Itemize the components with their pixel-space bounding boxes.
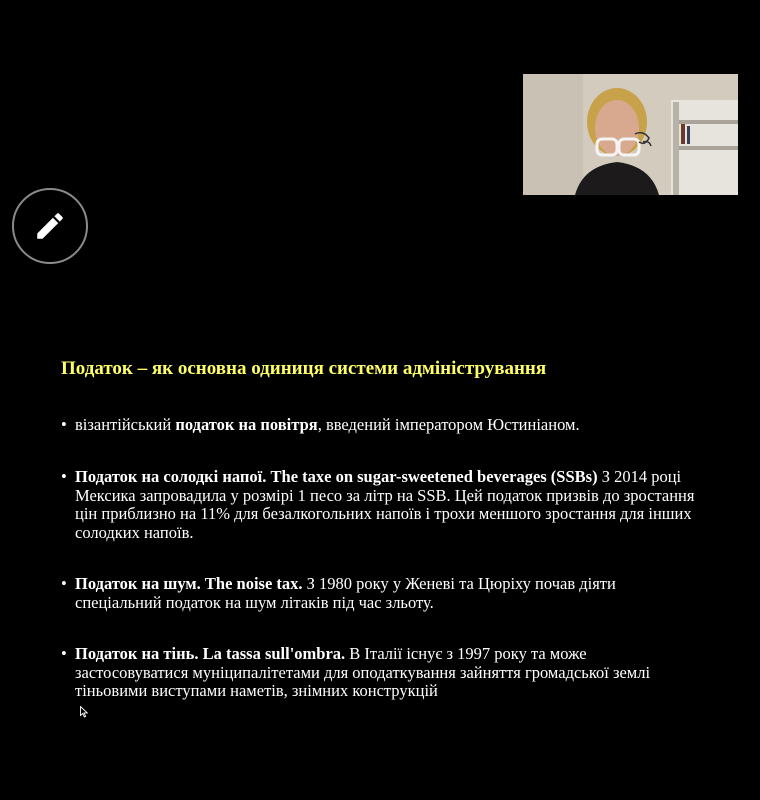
bullet-dot: • [61,574,67,593]
bullet-bold-text: Податок на тінь. La tassa sull'ombra. [75,644,346,663]
bullet-text: візантійський [75,415,176,434]
bullet-item [61,416,701,435]
slide-title: Податок – як основна одиниця системи адміністрування [61,358,547,379]
bullet-text: В Італії існує з 1997 року та може застосовуватися муніципалітетами для оподаткування зайняття громадської землі тіньовими виступами наметів, знімних конструкцій [75,644,651,700]
bullet-item [61,645,701,701]
bullet-dot: • [61,467,67,486]
bullet-bold-text: податок на повітря [175,415,318,434]
participant-video-image [523,74,738,195]
participant-video-tile[interactable] [523,74,738,195]
bullet-bold-text: Податок на шум. The noise tax. [75,574,303,593]
bullet-bold-text: Податок на солодкі напої. The taxe on sugar-sweetened beverages (SSBs) [75,467,598,486]
mouse-pointer-icon [80,706,88,718]
edit-annotate-button[interactable] [12,188,88,264]
bullet-text: З 2014 році Мексика запровадила у розмірі 1 песо за літр на SSB. Цей податок призвів до зростання цін приблизно на 11% для безалкогольних напоїв і трохи меншого зростання для інших солодких напоїв. [75,467,695,542]
pencil-icon [33,209,67,243]
bullet-text: З 1980 року у Женеві та Цюріху почав діяти спеціальний податок на шум літаків під час зльоту. [75,574,616,612]
bullet-dot: • [61,415,67,434]
bullet-item [61,575,701,612]
bullet-item [61,468,701,542]
bullet-text: , введений імператором Юстиніаном. [317,415,580,434]
bullet-dot: • [61,644,67,663]
